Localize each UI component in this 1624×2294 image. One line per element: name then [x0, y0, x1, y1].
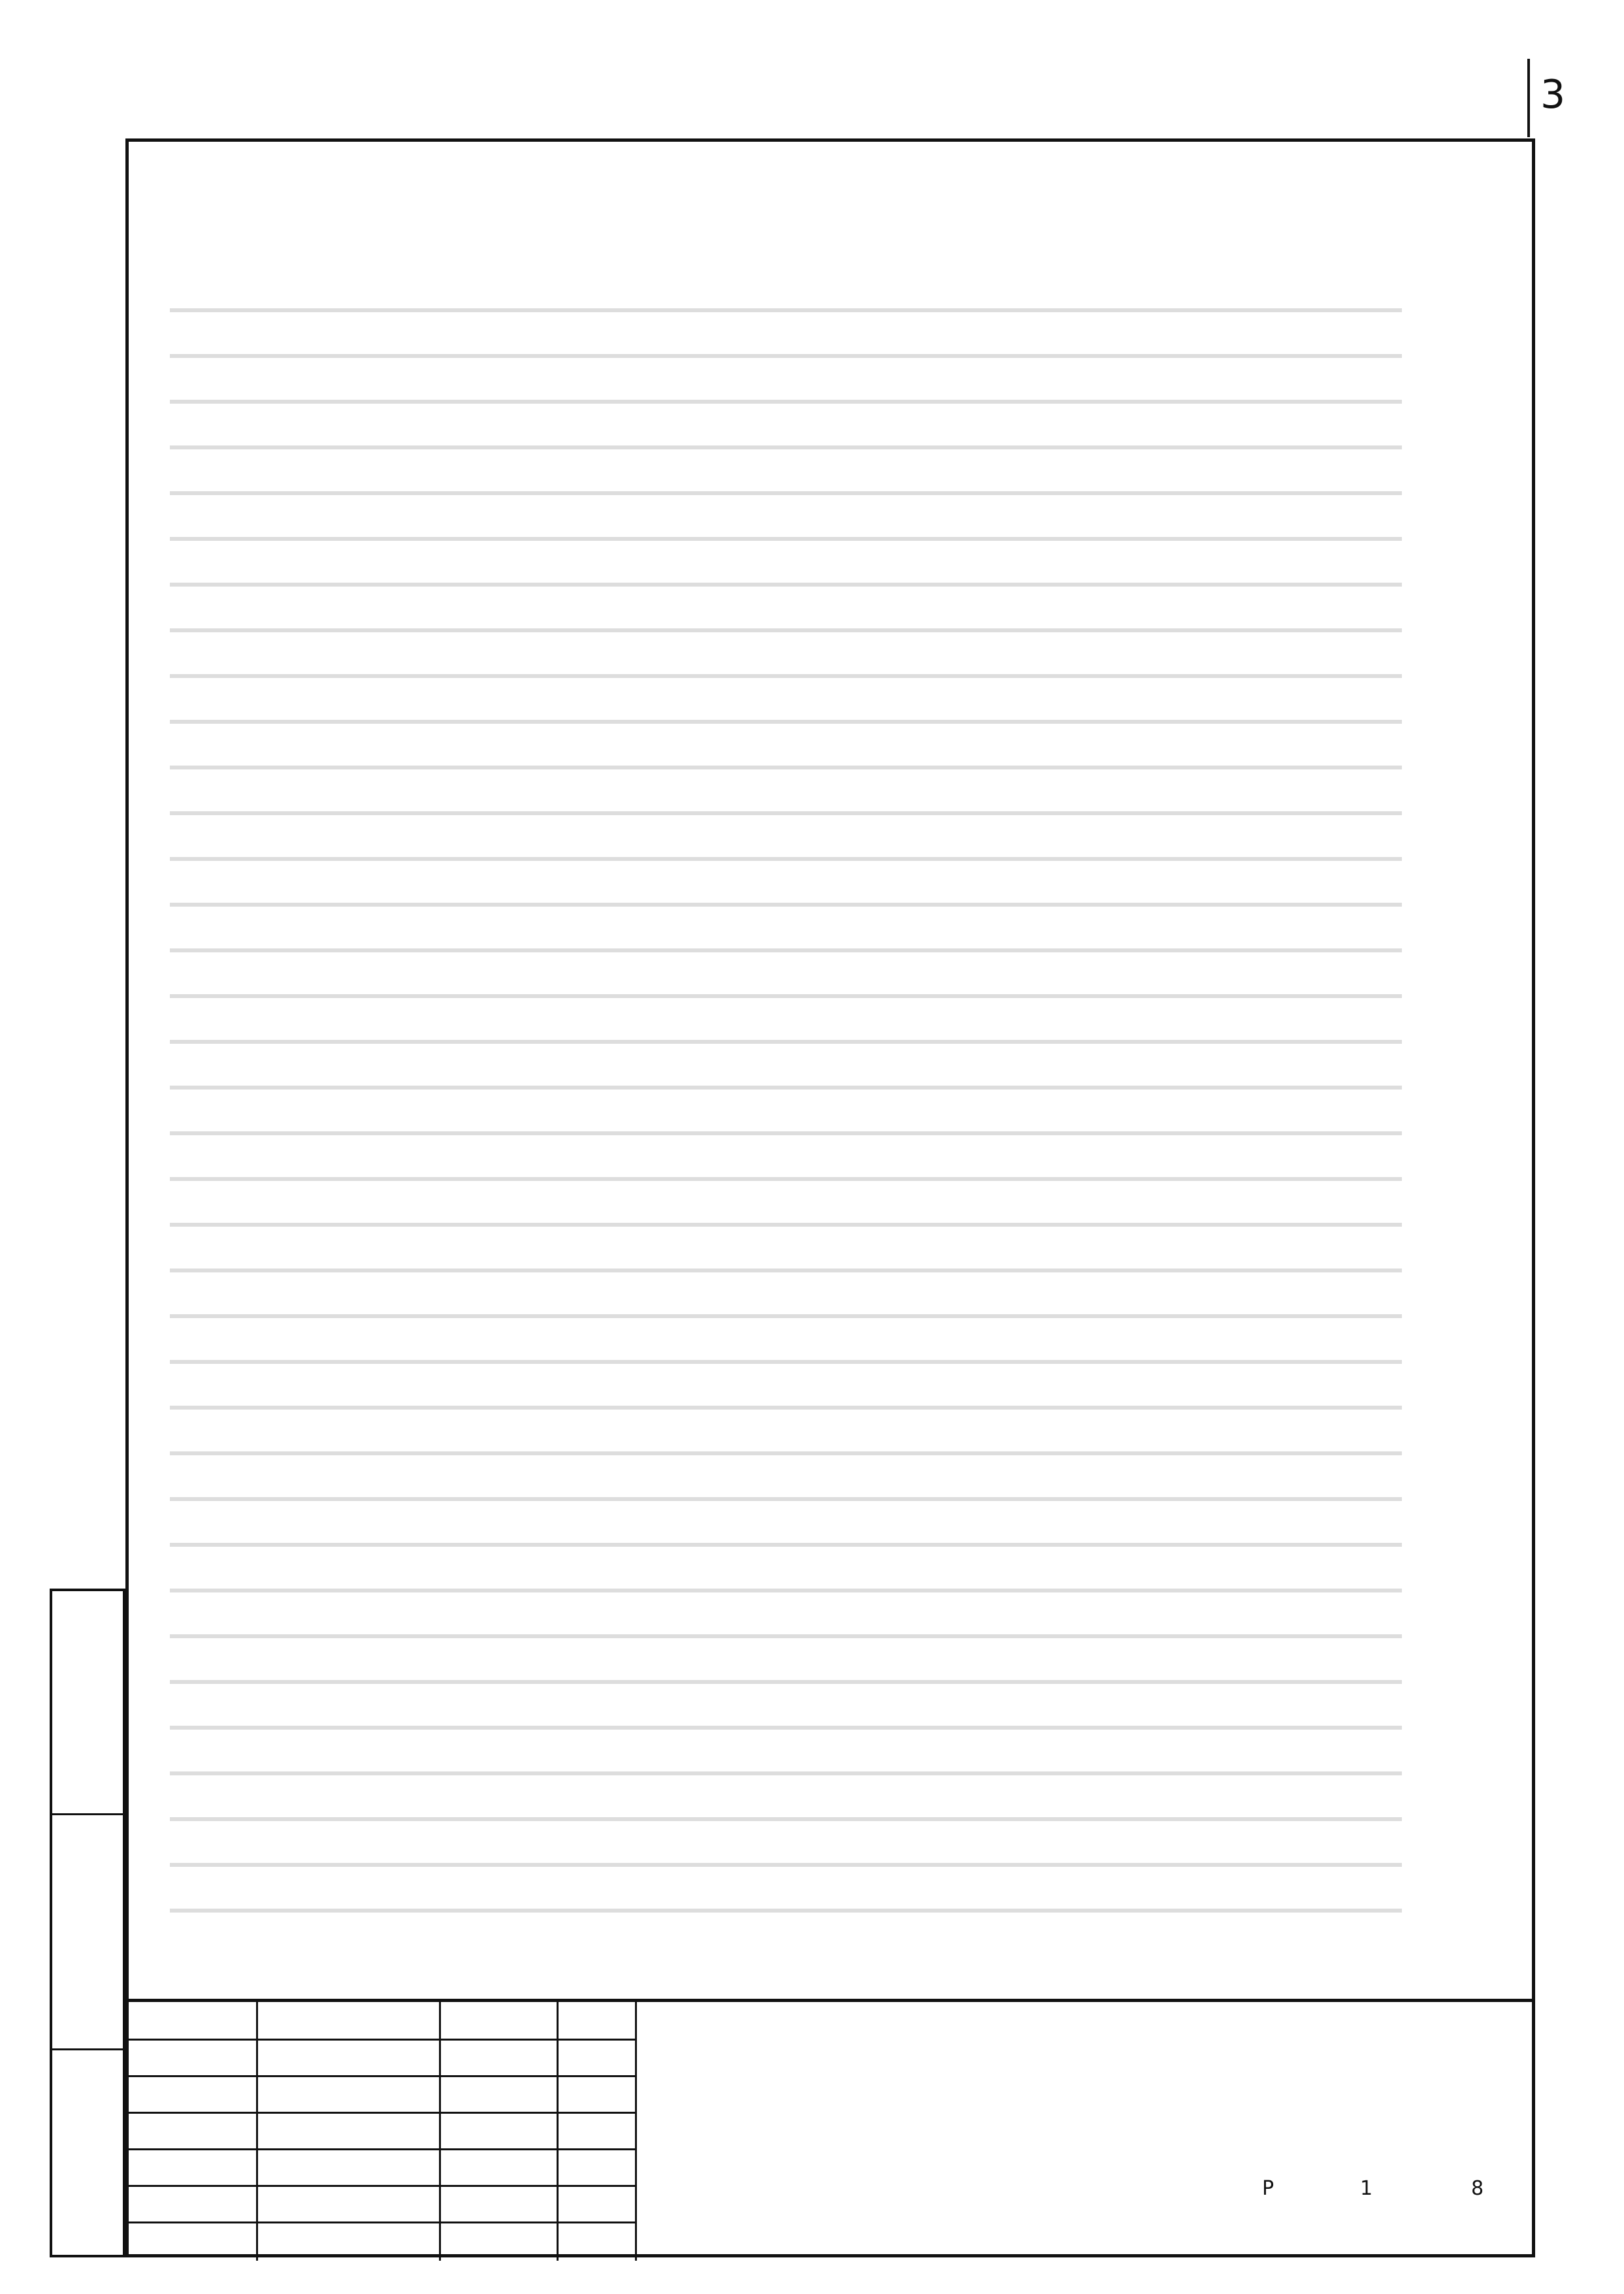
- side-stamp-divider: [52, 2048, 123, 2050]
- text-line: [170, 1156, 1509, 1202]
- text-line: [170, 1751, 1509, 1796]
- text-line: [170, 1430, 1509, 1476]
- text-line: [170, 790, 1509, 836]
- text-line: [170, 470, 1509, 516]
- sheets-value: 8: [1471, 2177, 1484, 2200]
- text-line: [170, 653, 1509, 699]
- title-block-column-rule: [635, 2002, 637, 2261]
- text-line: [170, 1842, 1509, 1888]
- text-line: [170, 1019, 1509, 1065]
- title-block: [125, 1999, 1535, 2261]
- page-number: 3: [1540, 72, 1566, 118]
- text-line: [170, 1522, 1509, 1568]
- side-stamp-divider: [52, 1813, 123, 1815]
- body-text-placeholder: [170, 287, 1509, 1933]
- text-line: [170, 1796, 1509, 1842]
- text-line: [170, 745, 1509, 790]
- text-line: [170, 1110, 1509, 1156]
- title-block-row-rule: [125, 2075, 635, 2077]
- text-line: [170, 1339, 1509, 1385]
- text-line: [170, 882, 1509, 928]
- title-block-row-rule: [125, 2185, 635, 2187]
- text-line: [170, 836, 1509, 882]
- text-line: [170, 1888, 1509, 1933]
- text-line: [170, 1476, 1509, 1522]
- text-line: [170, 1705, 1509, 1751]
- title-block-row-rule: [125, 2039, 635, 2041]
- text-line: [170, 379, 1509, 425]
- text-line: [170, 562, 1509, 607]
- text-line: [170, 333, 1509, 379]
- sheet-value: 1: [1360, 2177, 1373, 2200]
- text-line: [170, 287, 1509, 333]
- text-line: [170, 1613, 1509, 1659]
- title-block-row-rule: [125, 2221, 635, 2223]
- text-line: [170, 1659, 1509, 1705]
- text-line: [170, 1202, 1509, 1248]
- stage-value: Р: [1262, 2177, 1275, 2200]
- side-stamp: [50, 1589, 125, 2257]
- text-line: [170, 1385, 1509, 1430]
- frame-corner-mark: [1527, 59, 1530, 137]
- text-line: [170, 516, 1509, 562]
- text-line: [170, 1248, 1509, 1293]
- text-line: [170, 928, 1509, 973]
- text-line: [170, 973, 1509, 1019]
- title-block-row-rule: [125, 2112, 635, 2114]
- text-line: [170, 607, 1509, 653]
- text-line: [170, 425, 1509, 470]
- text-line: [170, 1065, 1509, 1110]
- text-line: [170, 1568, 1509, 1613]
- text-line: [170, 699, 1509, 745]
- text-line: [170, 1293, 1509, 1339]
- title-block-row-rule: [125, 2148, 635, 2150]
